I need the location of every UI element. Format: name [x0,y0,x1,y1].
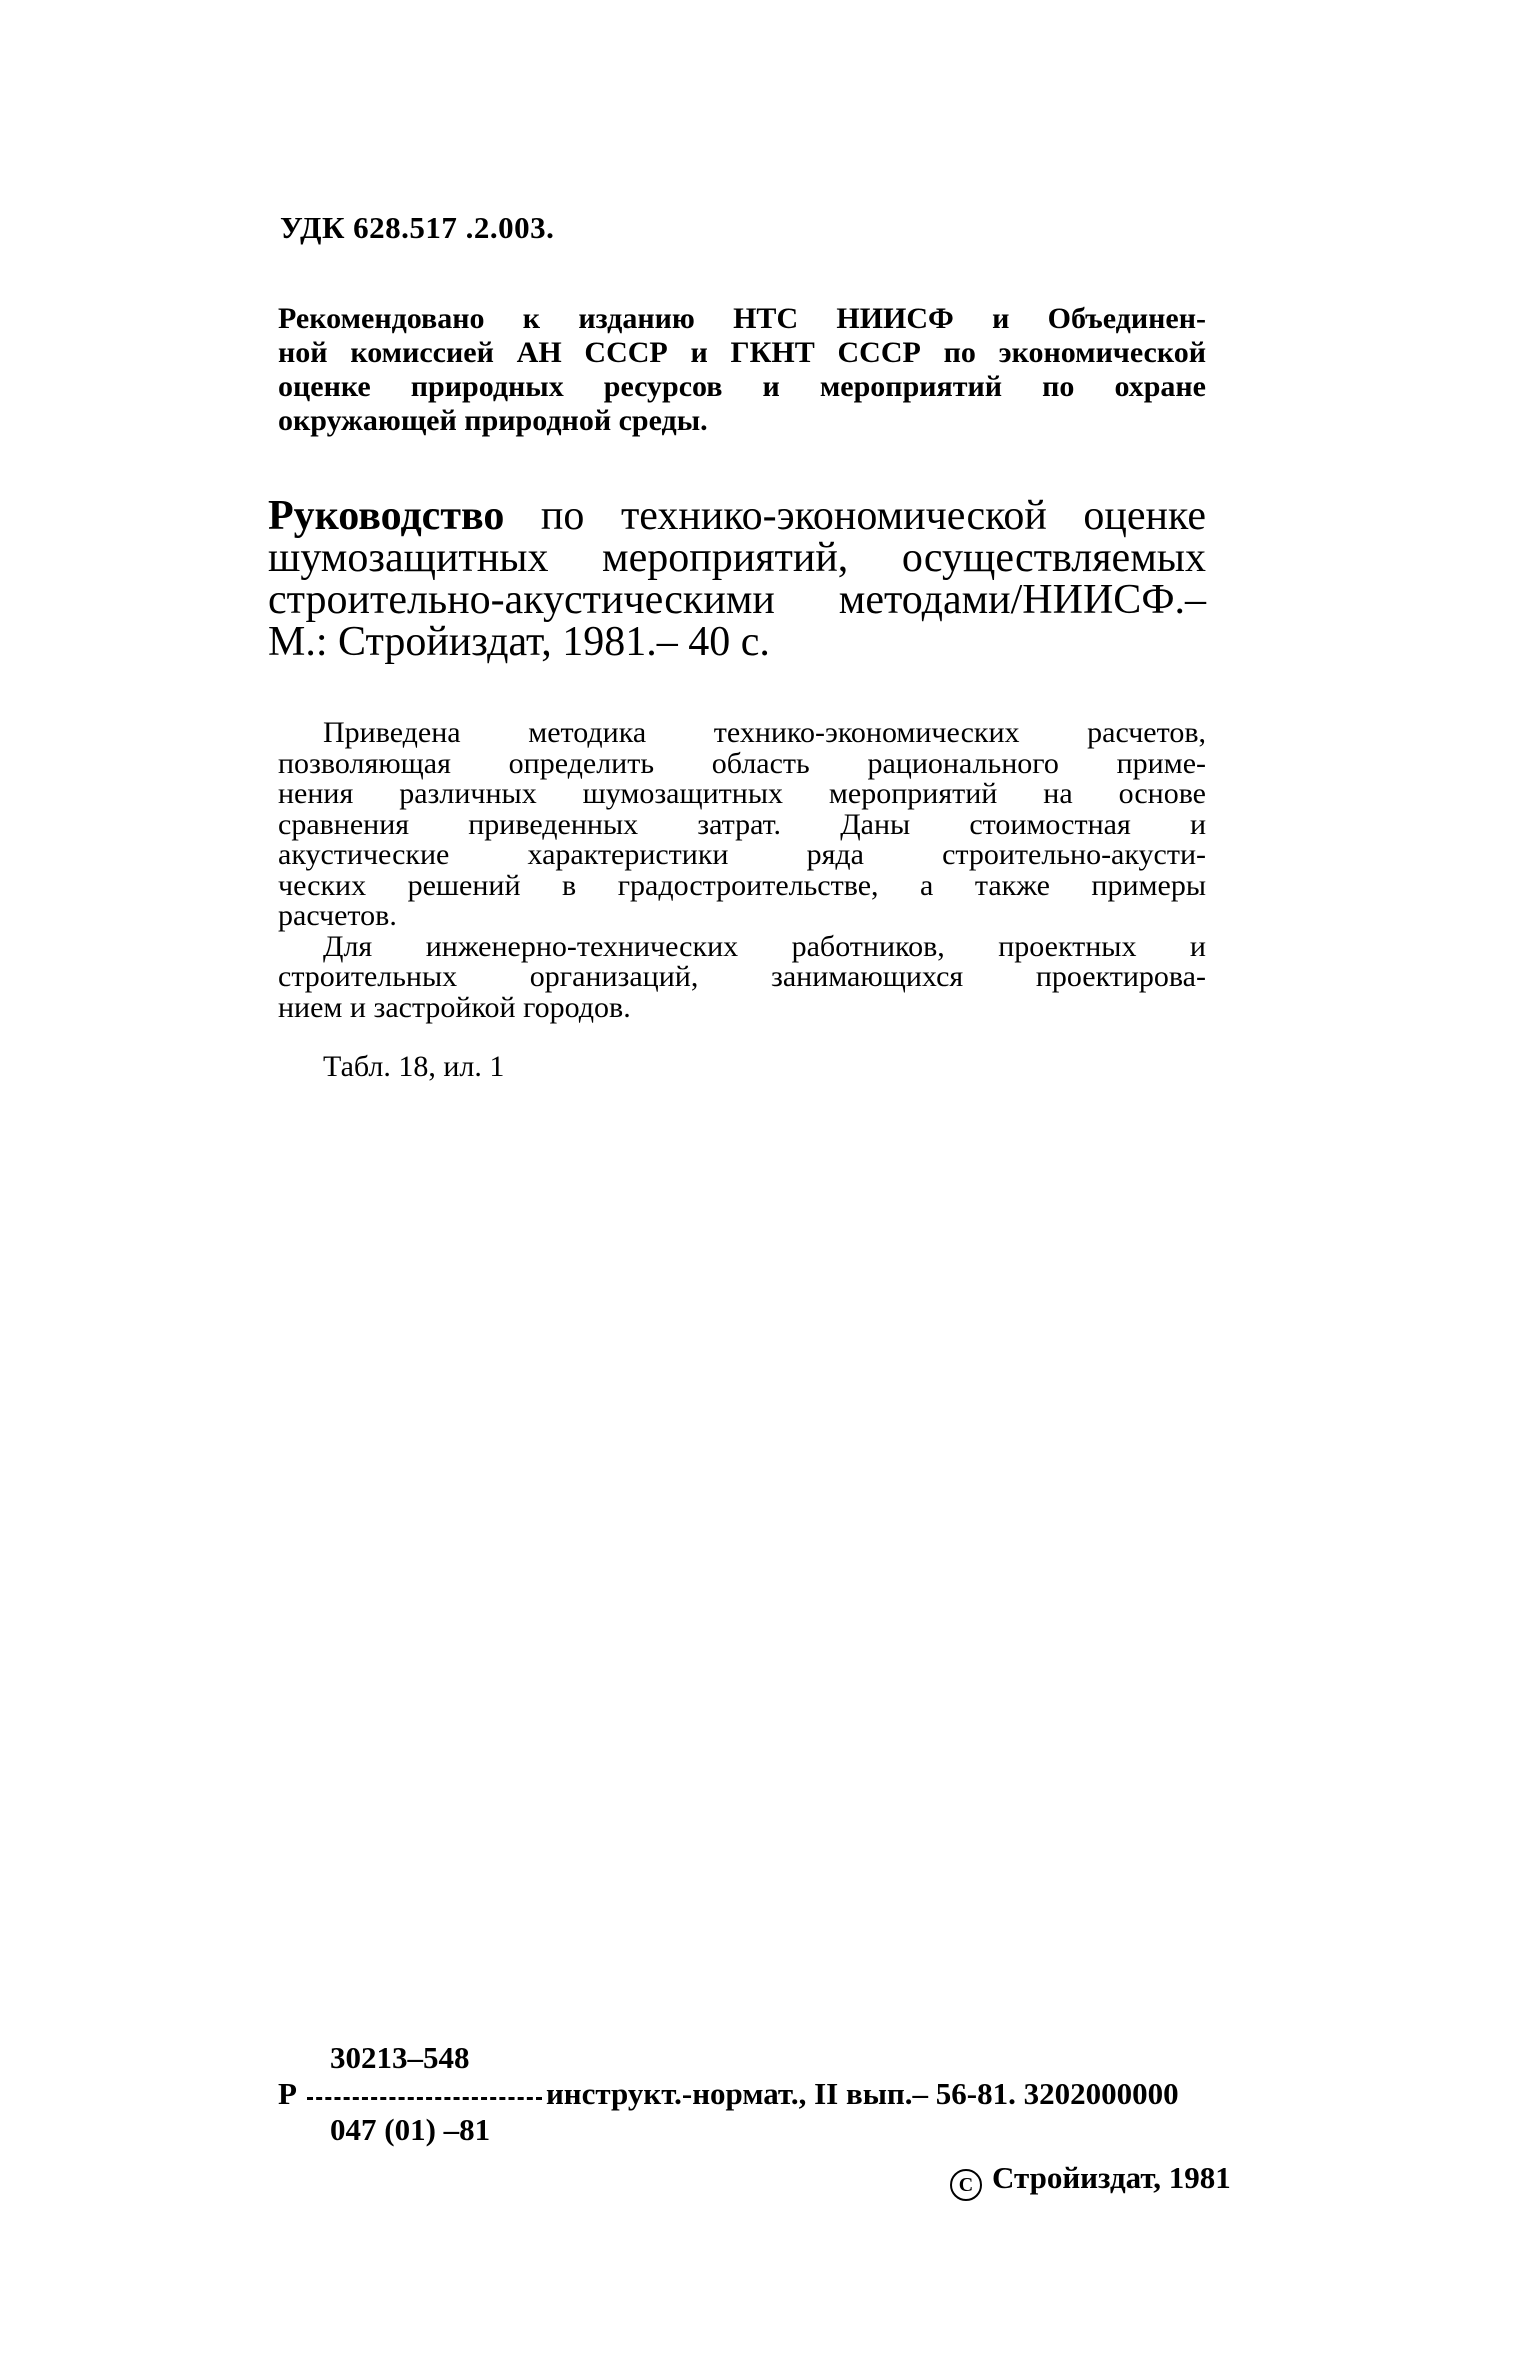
annotation-line: строительных организаций, занимающихся проектирова- [278,960,1206,993]
catalog-code-row [278,2076,1272,2112]
fraction-dashed-line [307,2097,542,2100]
catalog-code-letter: Р [278,2076,297,2111]
recommendation-note [278,302,1206,438]
title-line: М.: Стройиздат, 1981.– 40 с. [268,619,770,665]
recommendation-line: Рекомендовано к изданию НТС НИИСФ и Объединен- [278,302,1206,335]
recommendation-line: оценке природных ресурсов и мероприятий по охране [278,370,1206,403]
title-line: шумозащитных мероприятий, осуществляемых [268,535,1206,581]
bibliographic-title [268,495,1206,663]
catalog-code-numerator: 30213–548 [330,2040,470,2075]
copyright-icon: C [950,2169,982,2201]
annotation-line: акустические характеристики ряда строительно-акусти- [278,838,1206,871]
recommendation-line: окружающей природной среды. [278,404,708,437]
annotation-line: Приведена методика технико-экономических расчетов, [323,716,1206,749]
annotation-line: сравнения приведенных затрат. Даны стоимостная и [278,807,1206,841]
title-line [268,495,1206,537]
title-line: строительно-акустическими методами/НИИСФ.– [268,577,1206,623]
annotation-line: Для инженерно-технических работников, проектных и [323,929,1206,963]
title-lead-word: Руководство [268,493,505,539]
tables-illustrations-note: Табл. 18, ил. 1 [323,1050,505,1083]
udk-code: УДК 628.517 .2.003. [280,210,555,245]
copyright-line [950,2160,1231,2201]
annotation-line: ческих решений в градостроительстве, а также примеры [278,868,1206,902]
title-line1-rest: по технико-экономической оценке [504,493,1206,539]
catalog-code-rest: инструкт.-нормат., II вып.– 56-81. 3202000000 [545,2076,1179,2111]
catalog-code-denominator: 047 (01) –81 [330,2112,491,2147]
annotation-line: расчетов. [278,899,397,932]
copyright-text: Стройиздат, 1981 [992,2160,1231,2195]
annotation-line: позволяющая определить область рационального приме- [278,746,1206,780]
annotation-line: нием и застройкой городов. [278,990,631,1024]
annotation-line: нения различных шумозащитных мероприятий на основе [278,777,1206,810]
recommendation-line: ной комиссией АН СССР и ГКНТ СССР по экономической [278,336,1206,369]
annotation [278,718,1206,1023]
